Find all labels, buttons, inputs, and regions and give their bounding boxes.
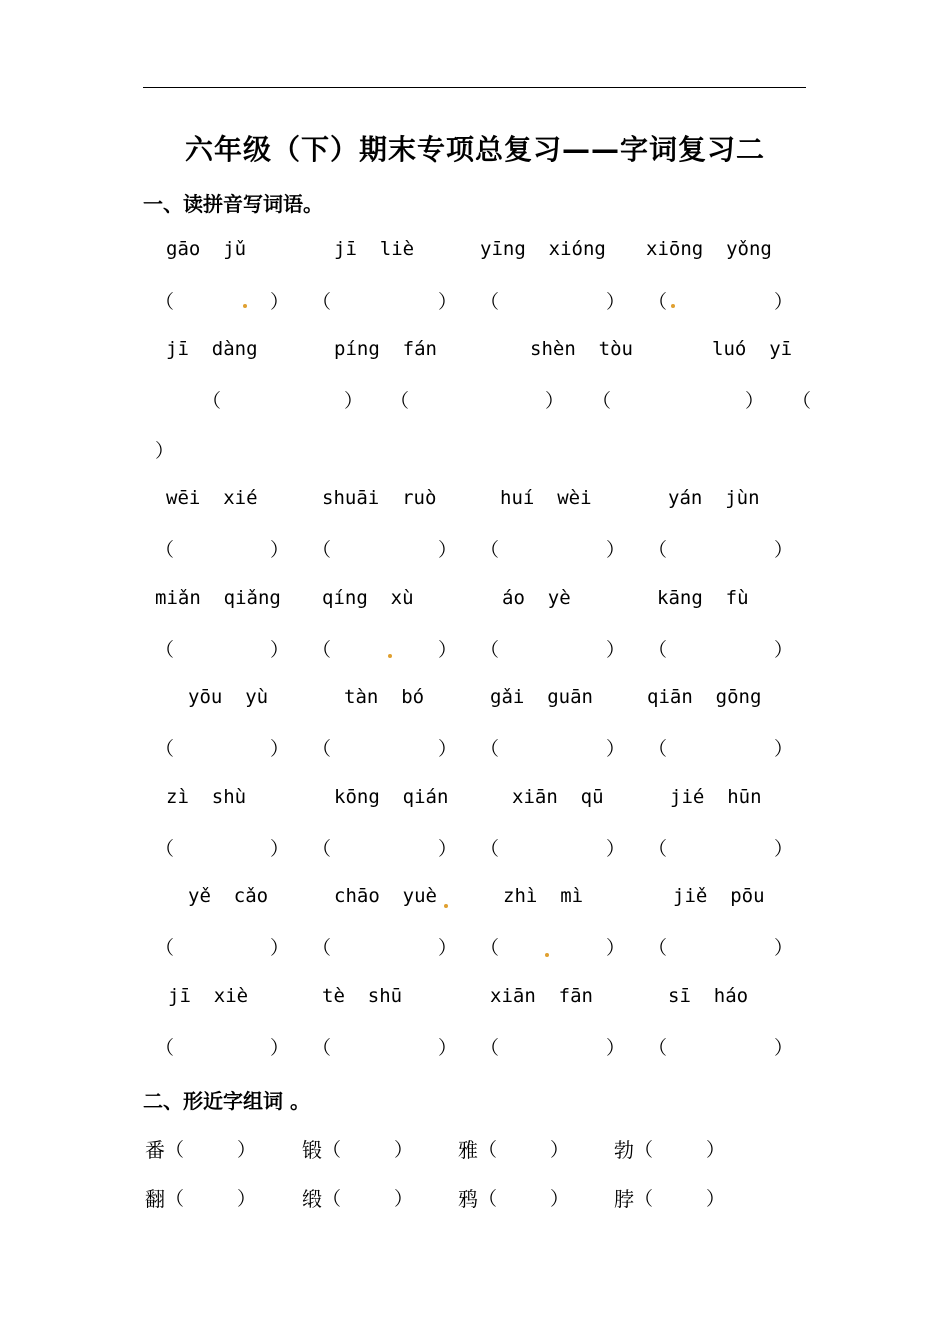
page-title: 六年级（下）期末专项总复习——字词复习二 (184, 133, 765, 166)
word-char: 翻 (145, 1187, 165, 1211)
answer-blank-close: ） (745, 390, 765, 412)
answer-blank-open[interactable]: （ (648, 1037, 668, 1059)
answer-blank-close: ） (270, 937, 290, 959)
answer-blank-open[interactable]: （ (312, 539, 332, 561)
answer-blank-open[interactable]: （ (478, 1188, 498, 1210)
answer-blank-close: ） (774, 838, 794, 860)
pinyin-prompt: chāo yuè (334, 885, 437, 907)
answer-blank-open[interactable]: （ (202, 390, 222, 412)
answer-blank-open[interactable]: （ (648, 838, 668, 860)
answer-blank-open[interactable]: （ (155, 1037, 175, 1059)
answer-blank-open[interactable]: （ (648, 291, 668, 313)
answer-blank-close: ） (606, 937, 626, 959)
stray-mark (545, 953, 549, 957)
answer-blank-open[interactable]: （ (390, 390, 410, 412)
answer-blank-close: ） (438, 1037, 458, 1059)
answer-blank-open[interactable]: （ (648, 937, 668, 959)
answer-blank-open[interactable]: （ (480, 539, 500, 561)
answer-blank-open[interactable]: （ (155, 291, 175, 313)
answer-blank-close: ） (394, 1139, 414, 1161)
answer-blank-close: ） (438, 291, 458, 313)
word-char: 勃 (614, 1138, 634, 1162)
answer-blank-close: ） (774, 1037, 794, 1059)
section1-heading: 一、读拼音写词语。 (143, 192, 323, 216)
pinyin-prompt: sī háo (668, 985, 749, 1007)
answer-blank-close: ） (606, 291, 626, 313)
answer-blank-close: ） (438, 738, 458, 760)
answer-blank-close: ） (438, 838, 458, 860)
answer-blank-open[interactable]: （ (155, 639, 175, 661)
answer-blank-close: ） (394, 1188, 414, 1210)
answer-blank-close: ） (438, 539, 458, 561)
pinyin-prompt: luó yī (712, 338, 793, 360)
answer-blank-open[interactable]: （ (312, 291, 332, 313)
answer-blank-close: ） (706, 1188, 726, 1210)
answer-blank-open[interactable]: （ (634, 1139, 654, 1161)
answer-blank-close: ） (774, 738, 794, 760)
answer-blank-close: ） (438, 937, 458, 959)
pinyin-prompt: xiān qū (512, 786, 604, 808)
answer-blank-open[interactable]: （ (480, 639, 500, 661)
pinyin-prompt: áo yè (502, 587, 571, 609)
answer-blank-open[interactable]: （ (155, 738, 175, 760)
answer-blank-close: ） (545, 390, 565, 412)
pinyin-prompt: kōng qián (334, 786, 449, 808)
stray-mark (671, 304, 675, 308)
answer-blank-close: ） (606, 838, 626, 860)
answer-blank-close: ） (270, 738, 290, 760)
stray-mark (444, 904, 448, 908)
answer-blank-open[interactable]: （ (312, 838, 332, 860)
pinyin-prompt: shèn tòu (530, 338, 633, 360)
pinyin-prompt: huí wèi (500, 487, 592, 509)
answer-blank-open[interactable]: （ (312, 937, 332, 959)
word-char: 锻 (302, 1138, 322, 1162)
answer-blank-open[interactable]: （ (165, 1188, 185, 1210)
answer-blank-close: ） (606, 639, 626, 661)
pinyin-prompt: yīng xióng (480, 238, 606, 260)
answer-blank-close: ） (774, 539, 794, 561)
word-char: 鸦 (458, 1187, 478, 1211)
answer-blank-close: ） (606, 1037, 626, 1059)
answer-blank-open[interactable]: （ (480, 291, 500, 313)
answer-blank-open[interactable]: （ (155, 539, 175, 561)
pinyin-prompt: gǎi guān (490, 686, 593, 708)
pinyin-prompt: jiě pōu (673, 885, 765, 907)
answer-blank-close: ） (237, 1139, 257, 1161)
pinyin-prompt: wēi xié (166, 487, 258, 509)
answer-blank-close: ） (155, 440, 175, 462)
stray-mark (243, 304, 247, 308)
answer-blank-close: ） (344, 390, 364, 412)
answer-blank-open[interactable]: （ (312, 1037, 332, 1059)
answer-blank-open[interactable]: （ (648, 639, 668, 661)
answer-blank-open[interactable]: （ (312, 639, 332, 661)
pinyin-prompt: jī dàng (166, 338, 258, 360)
pinyin-prompt: qíng xù (322, 587, 414, 609)
answer-blank-open[interactable]: （ (648, 738, 668, 760)
answer-blank-close: ） (270, 1037, 290, 1059)
pinyin-prompt: zhì mì (503, 885, 584, 907)
answer-blank-close: ） (270, 838, 290, 860)
answer-blank-close: ） (774, 639, 794, 661)
section2-heading: 二、形近字组词 。 (143, 1089, 310, 1113)
pinyin-prompt: jié hūn (670, 786, 762, 808)
answer-blank-close: ） (606, 738, 626, 760)
answer-blank-close: ） (774, 291, 794, 313)
answer-blank-open[interactable]: （ (480, 937, 500, 959)
pinyin-prompt: qiān gōng (647, 686, 762, 708)
pinyin-prompt: tè shū (322, 985, 403, 1007)
answer-blank-close: ） (270, 539, 290, 561)
pinyin-prompt: xiōng yǒng (646, 238, 772, 260)
pinyin-prompt: yě cǎo (188, 885, 269, 907)
answer-blank-open[interactable]: （ (478, 1139, 498, 1161)
pinyin-prompt: yōu yù (188, 686, 269, 708)
stray-mark (388, 654, 392, 658)
pinyin-prompt: zì shù (166, 786, 247, 808)
pinyin-prompt: kāng fù (657, 587, 749, 609)
answer-blank-open[interactable]: （ (165, 1139, 185, 1161)
top-rule (143, 87, 806, 88)
answer-blank-close: ） (550, 1139, 570, 1161)
pinyin-prompt: yán jùn (668, 487, 760, 509)
pinyin-prompt: gāo jǔ (166, 238, 247, 260)
word-char: 雅 (458, 1138, 478, 1162)
answer-blank-open[interactable]: （ (322, 1139, 342, 1161)
answer-blank-open[interactable]: （ (480, 1037, 500, 1059)
answer-blank-close: ） (270, 291, 290, 313)
answer-blank-open[interactable]: （ (312, 738, 332, 760)
pinyin-prompt: xiān fān (490, 985, 593, 1007)
answer-blank-close: ） (237, 1188, 257, 1210)
answer-blank-open[interactable]: （ (155, 838, 175, 860)
pinyin-prompt: shuāi ruò (322, 487, 437, 509)
answer-blank-close: ） (550, 1188, 570, 1210)
answer-blank-open[interactable]: （ (792, 390, 812, 412)
answer-blank-close: ） (706, 1139, 726, 1161)
pinyin-prompt: píng fán (334, 338, 437, 360)
pinyin-prompt: jī xiè (168, 985, 249, 1007)
word-char: 番 (145, 1138, 165, 1162)
answer-blank-open[interactable]: （ (634, 1188, 654, 1210)
answer-blank-open[interactable]: （ (592, 390, 612, 412)
answer-blank-close: ） (606, 539, 626, 561)
pinyin-prompt: jī liè (334, 238, 415, 260)
answer-blank-close: ） (270, 639, 290, 661)
answer-blank-open[interactable]: （ (155, 937, 175, 959)
answer-blank-open[interactable]: （ (480, 738, 500, 760)
word-char: 缎 (302, 1187, 322, 1211)
answer-blank-close: ） (774, 937, 794, 959)
answer-blank-open[interactable]: （ (648, 539, 668, 561)
pinyin-prompt: tàn bó (344, 686, 425, 708)
pinyin-prompt: miǎn qiǎng (155, 587, 281, 609)
answer-blank-open[interactable]: （ (480, 838, 500, 860)
answer-blank-open[interactable]: （ (322, 1188, 342, 1210)
answer-blank-close: ） (438, 639, 458, 661)
word-char: 脖 (614, 1187, 634, 1211)
